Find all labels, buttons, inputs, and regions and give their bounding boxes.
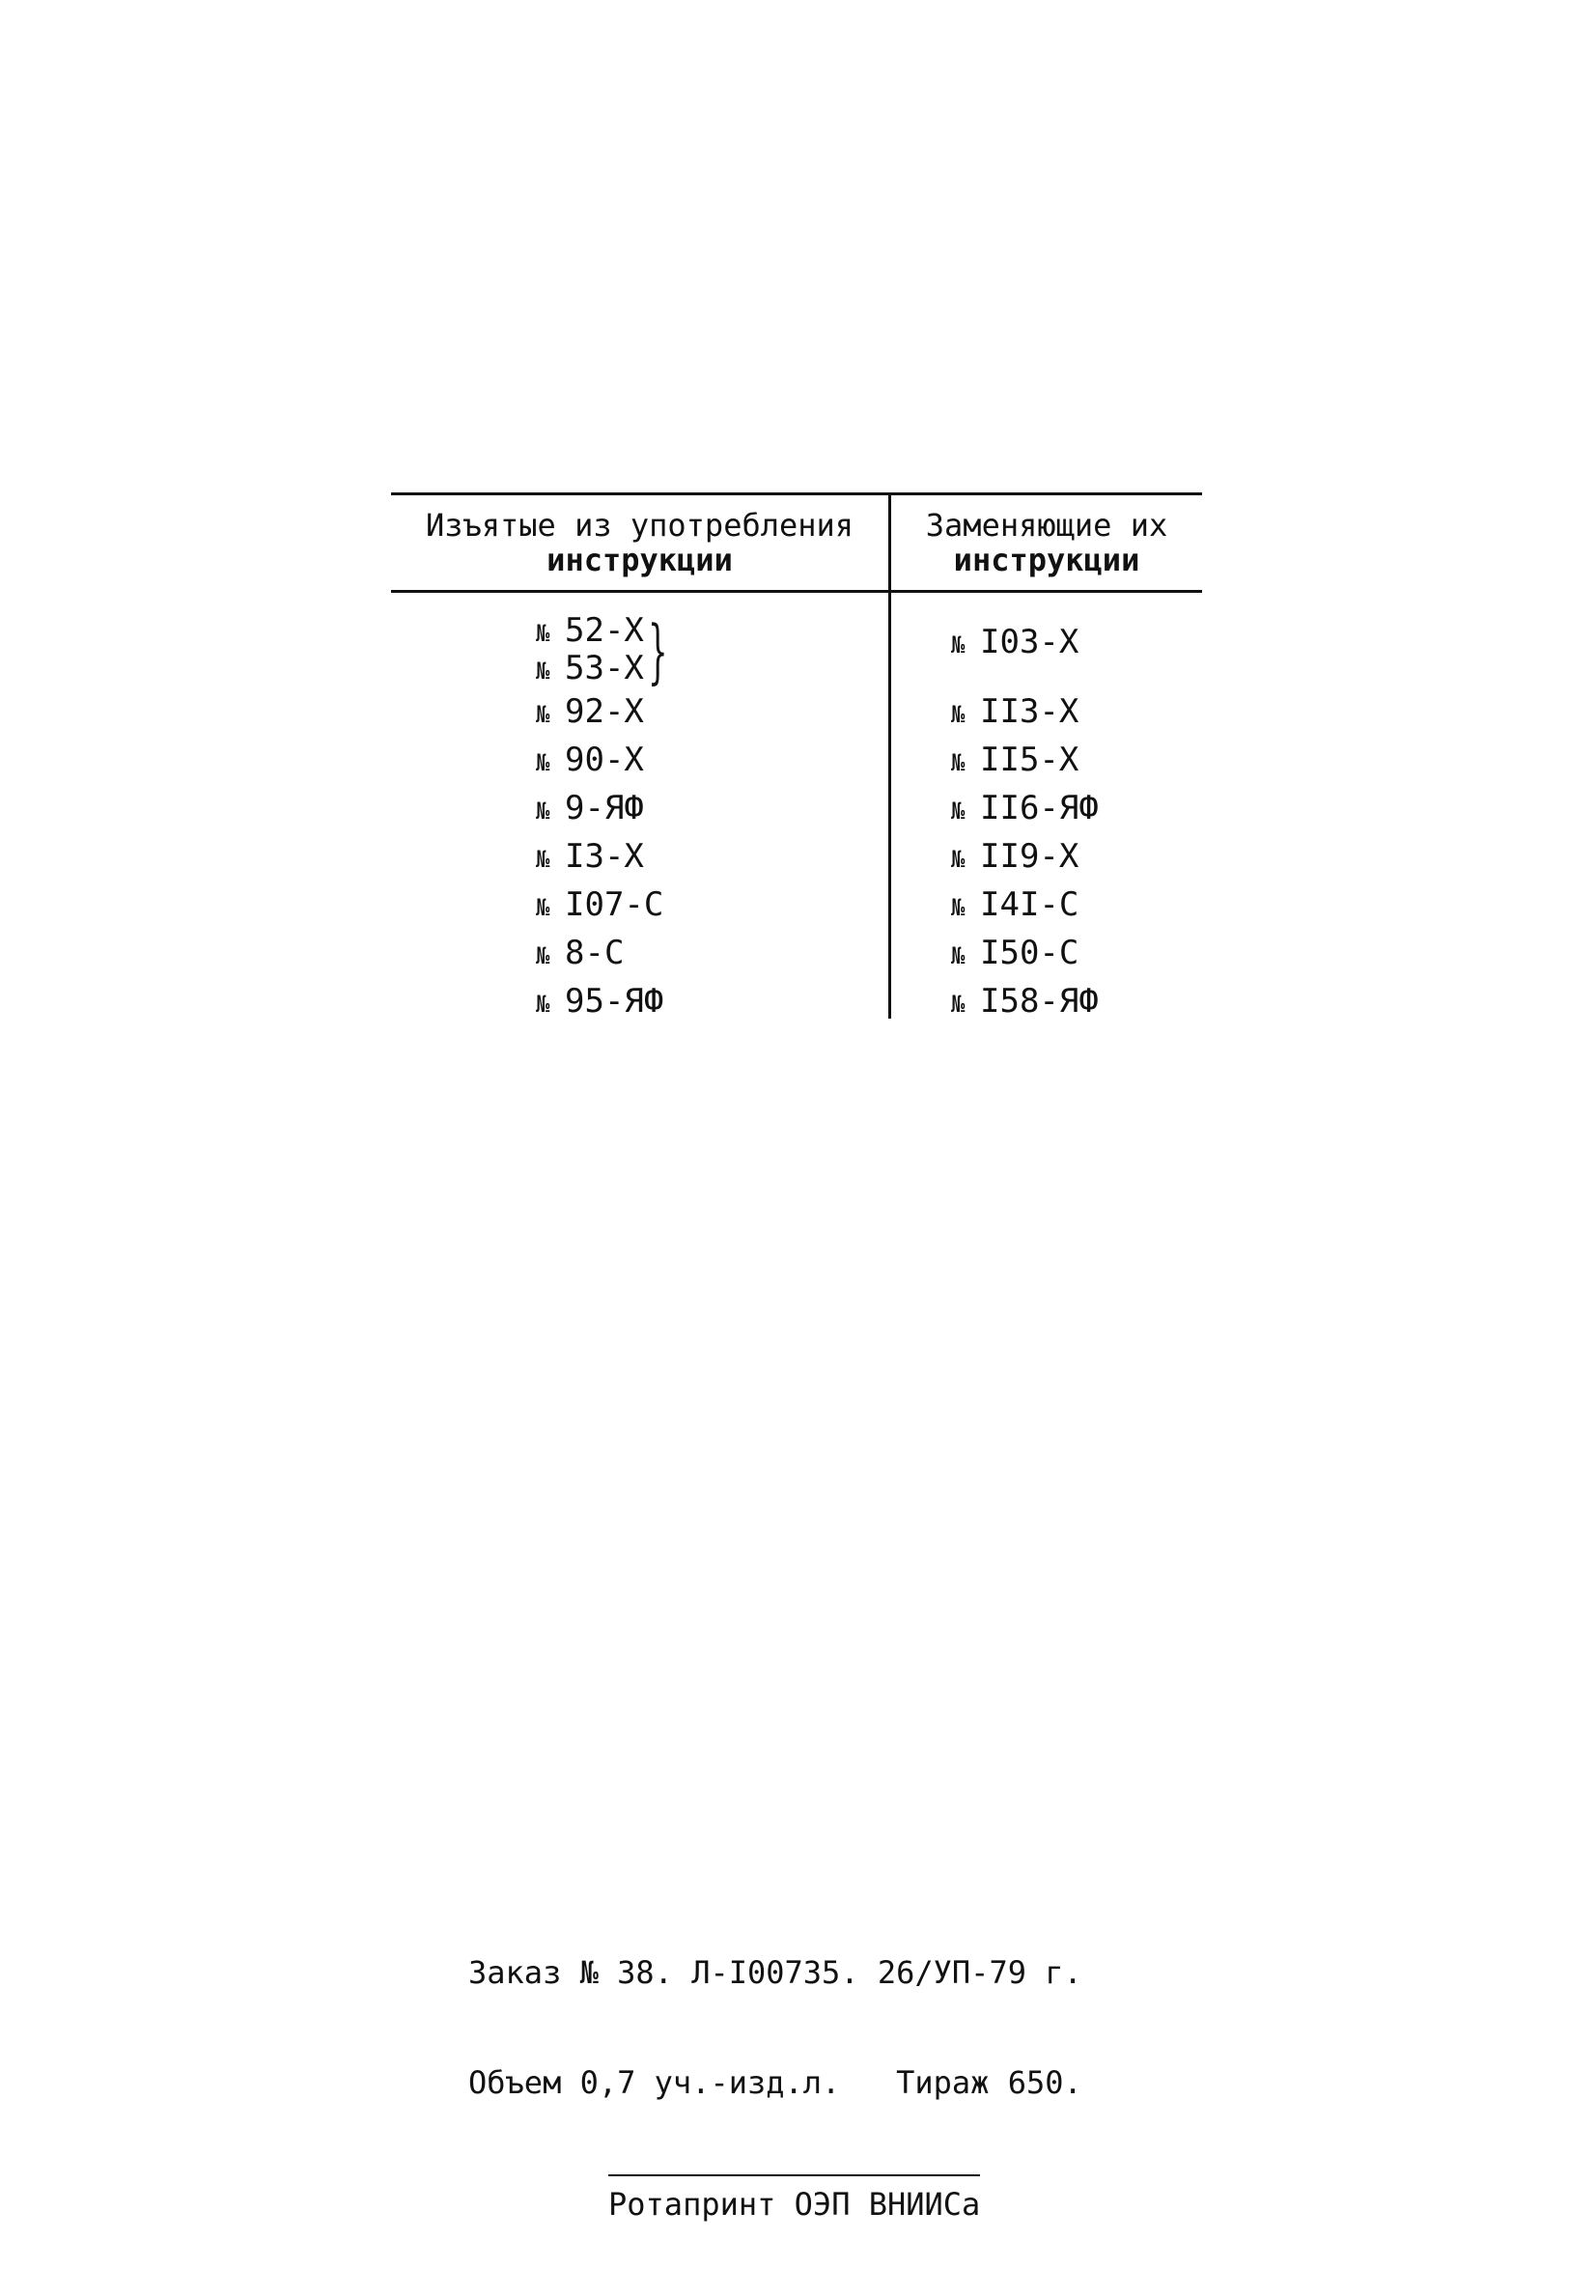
new-instruction: I4I-С (980, 885, 1079, 924)
table-row (391, 736, 1202, 784)
table-row (391, 977, 1202, 1025)
number-sign: № (951, 942, 966, 969)
print-imprint (468, 1881, 1082, 2296)
number-sign: № (536, 701, 550, 728)
number-sign: № (536, 846, 550, 873)
header-replacing (891, 508, 1202, 577)
table-row (391, 687, 1202, 736)
old-instruction: 53-Х (565, 649, 644, 687)
number-sign: № (951, 631, 966, 658)
old-instructions-cell (536, 977, 663, 1028)
new-instruction: I50-С (980, 934, 1079, 972)
table-row (391, 881, 1202, 929)
imprint-volume-line: Объем 0,7 уч.-изд.л. Тираж 650. (468, 2064, 1082, 2101)
old-instruction: 52-Х (565, 611, 644, 650)
old-instruction: 90-Х (565, 741, 644, 779)
table-row (391, 784, 1202, 832)
table-row (391, 606, 1202, 691)
grouping-brace: } (647, 610, 668, 691)
new-instruction: II5-Х (980, 741, 1079, 779)
new-instruction-cell (951, 881, 1078, 932)
old-instruction: 95-ЯФ (565, 982, 664, 1021)
number-sign: № (536, 749, 550, 776)
number-sign: № (951, 846, 966, 873)
new-instruction: I03-Х (980, 623, 1079, 661)
new-instruction: II6-ЯФ (980, 789, 1099, 827)
number-sign: № (951, 798, 966, 825)
number-sign: № (536, 991, 550, 1018)
new-instruction-cell (951, 618, 1078, 669)
new-instruction-cell (951, 929, 1078, 980)
new-instruction: I58-ЯФ (980, 982, 1099, 1021)
table-row (391, 832, 1202, 881)
table-top-rule (391, 492, 1202, 495)
table-body (391, 606, 1202, 1025)
old-instructions-cell (536, 606, 692, 691)
new-instruction-cell (951, 832, 1078, 883)
imprint-order-line: Заказ № 38. Л-I00735. 26/УП-79 г. (468, 1954, 1082, 1991)
old-instruction: 8-С (565, 934, 625, 972)
header-withdrawn-line1: Изъятые из употребления (425, 507, 854, 544)
table-row (391, 929, 1202, 977)
header-withdrawn-line2: инструкции (546, 542, 733, 578)
number-sign: № (536, 658, 550, 685)
header-replacing-line1: Заменяющие их (925, 507, 1168, 544)
new-instruction-cell (951, 736, 1078, 787)
old-instruction: I3-Х (565, 837, 644, 876)
number-sign: № (536, 620, 550, 647)
number-sign: № (951, 749, 966, 776)
old-instructions-cell (536, 832, 644, 883)
old-instructions-cell (536, 687, 644, 739)
new-instruction-cell (951, 977, 1099, 1028)
table-header-rule (391, 590, 1202, 593)
imprint-printer-line: Ротапринт ОЭП ВНИИСа (608, 2174, 980, 2223)
number-sign: № (536, 894, 550, 921)
number-sign: № (951, 991, 966, 1018)
number-sign: № (951, 701, 966, 728)
number-sign: № (536, 942, 550, 969)
new-instruction-cell (951, 687, 1078, 739)
old-instructions-cell (536, 929, 624, 980)
number-sign: № (536, 798, 550, 825)
old-instructions-cell (536, 784, 644, 835)
old-instruction: 9-ЯФ (565, 789, 644, 827)
header-replacing-line2: инструкции (953, 542, 1140, 578)
new-instruction: II3-Х (980, 692, 1079, 731)
header-withdrawn (391, 508, 888, 577)
old-instruction: I07-С (565, 885, 664, 924)
old-instructions-cell (536, 736, 644, 787)
old-instruction: 92-Х (565, 692, 644, 731)
new-instruction: II9-Х (980, 837, 1079, 876)
old-instructions-cell (536, 881, 663, 932)
number-sign: № (951, 894, 966, 921)
new-instruction-cell (951, 784, 1099, 835)
